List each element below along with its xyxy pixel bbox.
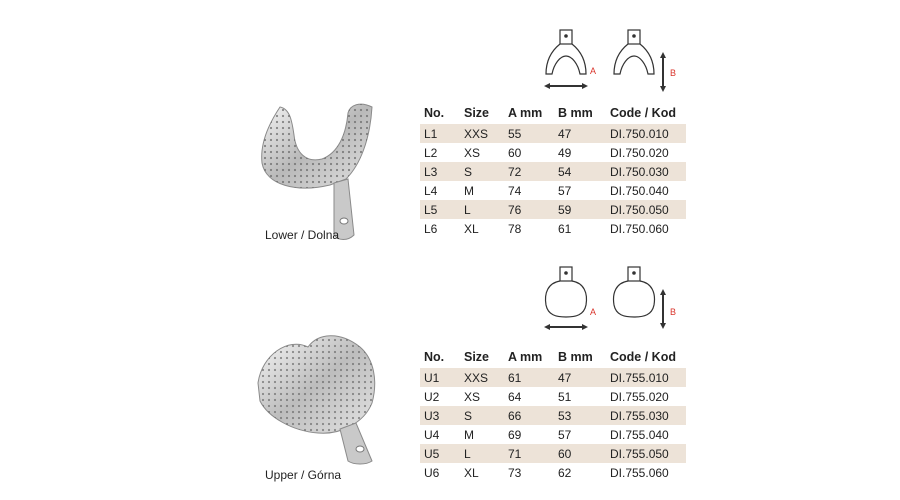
col-header-code: Code / Kod [610,106,676,120]
cell-a-mm: 71 [508,444,558,463]
col-header-a-mm: A mm [508,106,543,120]
cell-size: XL [464,465,479,480]
table-row [420,368,686,387]
lower-tray-caption: Lower / Dolna [265,228,340,242]
upper-size-table [420,350,686,482]
table-header-row [420,350,686,368]
cell-size: XS [464,145,481,160]
lower-dimension-b-diagram [608,28,683,98]
table-row [420,425,686,444]
col-header-no: No. [424,106,445,120]
cell-b-mm: 57 [558,427,572,442]
cell-code: DI.755.010 [610,368,686,387]
cell-size: XXS [464,124,508,143]
cell-no: L3 [420,162,464,181]
cell-no: U1 [420,368,464,387]
lower-dimension-a-label: A [590,66,597,76]
upper-dimension-b-diagram [608,265,683,340]
cell-size: S [464,406,508,425]
upper-tray-image [248,325,398,465]
table-row [420,387,686,406]
lower-dimension-a-diagram [540,28,605,98]
col-header-b-mm: B mm [558,106,593,120]
cell-a-mm: 64 [508,389,522,404]
cell-b-mm: 47 [558,368,610,387]
table-row [420,219,686,238]
cell-code: DI.750.030 [610,162,686,181]
col-header-size: Size [464,106,490,120]
cell-code: DI.750.060 [610,221,669,236]
cell-code: DI.750.010 [610,124,686,143]
cell-size: S [464,162,508,181]
cell-a-mm: 73 [508,465,522,480]
table-row [420,181,686,200]
lower-dimension-b-label: B [670,68,677,78]
cell-no: U2 [424,389,440,404]
table-row [420,143,686,162]
cell-b-mm: 57 [558,183,572,198]
cell-a-mm: 61 [508,368,558,387]
col-header-b-mm: B mm [558,350,593,364]
cell-no: U5 [420,444,464,463]
col-header-no: No. [424,350,445,364]
cell-code: DI.755.060 [610,465,669,480]
cell-no: L5 [420,200,464,219]
cell-b-mm: 53 [558,406,610,425]
cell-b-mm: 47 [558,124,610,143]
cell-no: L1 [420,124,464,143]
cell-code: DI.755.050 [610,444,686,463]
cell-a-mm: 66 [508,406,558,425]
lower-tray-image [250,95,390,245]
col-header-size: Size [464,350,490,364]
cell-a-mm: 74 [508,183,522,198]
cell-a-mm: 69 [508,427,522,442]
cell-size: L [464,444,508,463]
cell-a-mm: 60 [508,145,522,160]
table-row [420,406,686,425]
cell-b-mm: 62 [558,465,572,480]
cell-size: M [464,183,474,198]
upper-dimension-a-label: A [590,307,597,317]
cell-no: U4 [424,427,440,442]
col-header-code: Code / Kod [610,350,676,364]
table-row [420,124,686,143]
table-row [420,162,686,181]
cell-b-mm: 51 [558,389,572,404]
cell-no: L6 [424,221,438,236]
upper-dimension-b-label: B [670,307,677,317]
cell-size: L [464,200,508,219]
cell-b-mm: 54 [558,162,610,181]
cell-no: U3 [420,406,464,425]
cell-a-mm: 76 [508,200,558,219]
cell-b-mm: 60 [558,444,610,463]
cell-code: DI.755.040 [610,427,669,442]
table-row [420,463,686,482]
upper-tray-caption: Upper / Górna [265,468,342,482]
table-row [420,444,686,463]
cell-size: XS [464,389,481,404]
col-header-a-mm: A mm [508,350,543,364]
cell-size: XL [464,221,479,236]
cell-no: U6 [424,465,440,480]
cell-b-mm: 49 [558,145,572,160]
cell-no: L2 [424,145,438,160]
cell-code: DI.750.050 [610,200,686,219]
table-row [420,200,686,219]
upper-dimension-a-diagram [540,265,605,340]
cell-code: DI.750.040 [610,183,669,198]
cell-code: DI.755.020 [610,389,669,404]
cell-b-mm: 61 [558,221,572,236]
lower-size-table [420,106,686,238]
cell-a-mm: 78 [508,221,522,236]
cell-a-mm: 55 [508,124,558,143]
cell-size: M [464,427,474,442]
cell-a-mm: 72 [508,162,558,181]
cell-code: DI.755.030 [610,406,686,425]
cell-b-mm: 59 [558,200,610,219]
cell-size: XXS [464,368,508,387]
cell-code: DI.750.020 [610,145,669,160]
cell-no: L4 [424,183,438,198]
table-header-row [420,106,686,124]
